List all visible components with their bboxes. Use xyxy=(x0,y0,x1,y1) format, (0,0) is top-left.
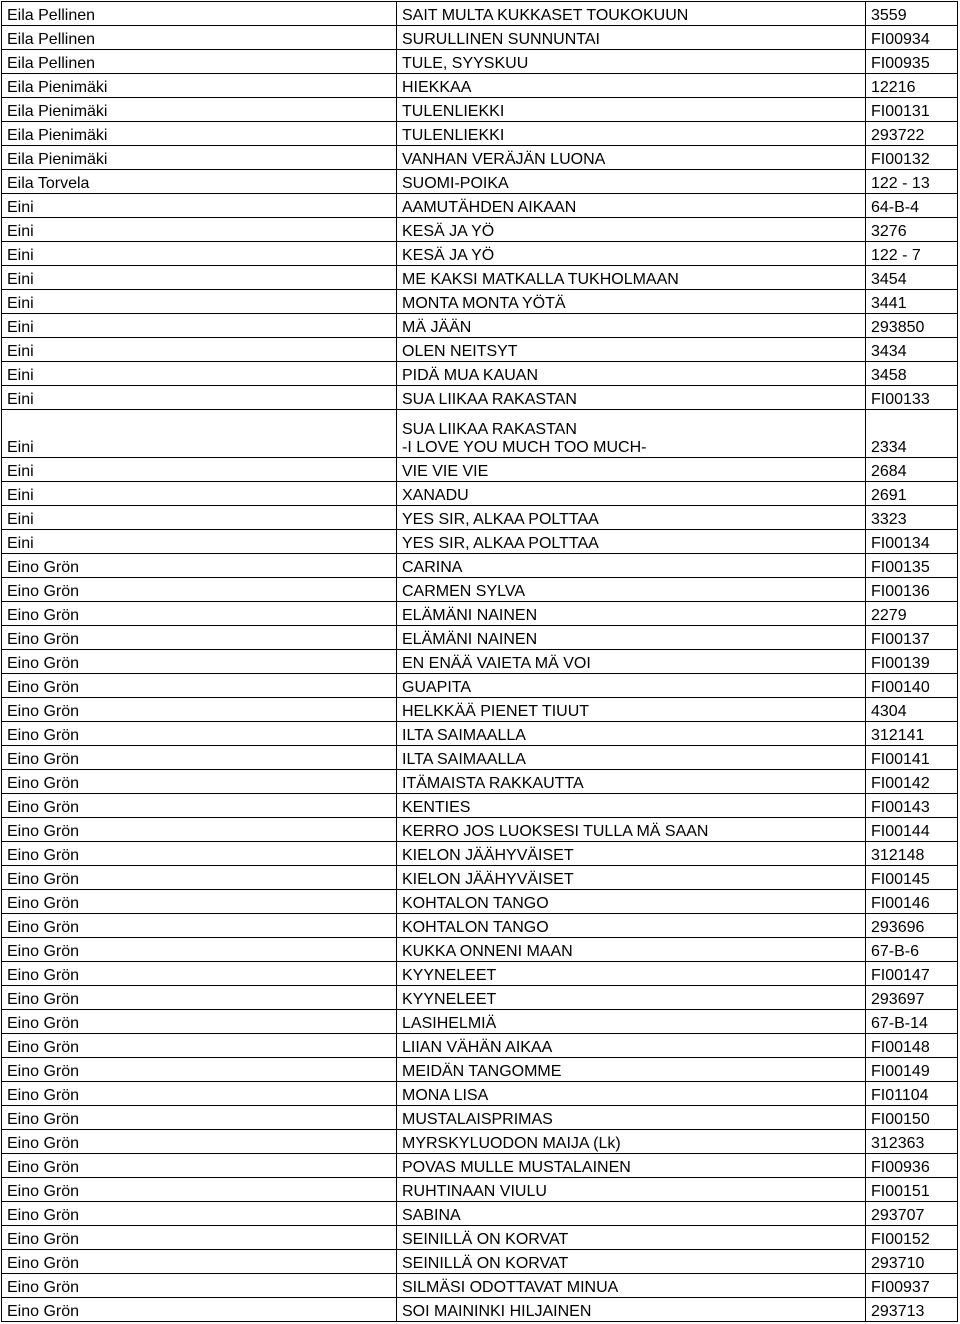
table-row xyxy=(2,1058,958,1082)
title-cell xyxy=(397,674,866,698)
title-cell xyxy=(397,1106,866,1130)
table-row xyxy=(2,266,958,290)
code-cell: 2684 xyxy=(866,458,958,482)
title-line: MÄ JÄÄN xyxy=(402,319,472,336)
code-cell: FI00133 xyxy=(866,386,958,410)
artist-cell: Eini xyxy=(2,410,397,458)
table-row xyxy=(2,938,958,962)
table-row xyxy=(2,74,958,98)
code-cell: 4304 xyxy=(866,698,958,722)
title-line: SUA LIIKAA RAKASTAN xyxy=(402,421,577,438)
title-line: KESÄ JA YÖ xyxy=(402,247,495,264)
table-row xyxy=(2,1154,958,1178)
table-row xyxy=(2,674,958,698)
artist-cell: Eino Grön xyxy=(2,650,397,674)
title-cell xyxy=(397,362,866,386)
title-line: ITÄMAISTA RAKKAUTTA xyxy=(402,775,584,792)
table-row xyxy=(2,386,958,410)
table-row xyxy=(2,314,958,338)
table-row xyxy=(2,98,958,122)
code-cell: FI00151 xyxy=(866,1178,958,1202)
title-line: MONA LISA xyxy=(402,1087,489,1104)
code-cell: FI00143 xyxy=(866,794,958,818)
title-line: SURULLINEN SUNNUNTAI xyxy=(402,31,600,48)
code-cell: 3441 xyxy=(866,290,958,314)
table-row xyxy=(2,218,958,242)
title-cell xyxy=(397,218,866,242)
title-line: PIDÄ MUA KAUAN xyxy=(402,367,539,384)
table-row xyxy=(2,890,958,914)
title-line: ME KAKSI MATKALLA TUKHOLMAAN xyxy=(402,271,679,288)
artist-cell: Eino Grön xyxy=(2,722,397,746)
title-cell xyxy=(397,914,866,938)
table-row xyxy=(2,1298,958,1322)
code-cell: FI00146 xyxy=(866,890,958,914)
artist-cell: Eino Grön xyxy=(2,1034,397,1058)
title-cell xyxy=(397,170,866,194)
title-cell xyxy=(397,1154,866,1178)
title-line: TULENLIEKKI xyxy=(402,103,505,120)
title-line: -I LOVE YOU MUCH TOO MUCH- xyxy=(402,439,647,456)
title-cell xyxy=(397,962,866,986)
code-cell: 3454 xyxy=(866,266,958,290)
artist-cell: Eino Grön xyxy=(2,1106,397,1130)
code-cell: FI00936 xyxy=(866,1154,958,1178)
code-cell: FI00134 xyxy=(866,530,958,554)
title-cell xyxy=(397,746,866,770)
artist-cell: Eila Torvela xyxy=(2,170,397,194)
title-cell xyxy=(397,266,866,290)
title-cell xyxy=(397,506,866,530)
table-row xyxy=(2,1034,958,1058)
artist-cell: Eila Pienimäki xyxy=(2,74,397,98)
code-cell: 64-B-4 xyxy=(866,194,958,218)
title-cell xyxy=(397,1010,866,1034)
title-cell xyxy=(397,458,866,482)
table-row xyxy=(2,1250,958,1274)
title-cell xyxy=(397,146,866,170)
artist-cell: Eila Pellinen xyxy=(2,50,397,74)
title-line: SABINA xyxy=(402,1207,461,1224)
artist-cell: Eino Grön xyxy=(2,1274,397,1298)
artist-cell: Eino Grön xyxy=(2,746,397,770)
artist-cell: Eini xyxy=(2,338,397,362)
artist-cell: Eino Grön xyxy=(2,866,397,890)
artist-cell: Eino Grön xyxy=(2,674,397,698)
title-cell xyxy=(397,74,866,98)
title-line: LIIAN VÄHÄN AIKAA xyxy=(402,1039,553,1056)
table-row xyxy=(2,338,958,362)
artist-cell: Eini xyxy=(2,290,397,314)
song-table xyxy=(1,1,958,1322)
title-line: SEINILLÄ ON KORVAT xyxy=(402,1231,569,1248)
title-line: EN ENÄÄ VAIETA MÄ VOI xyxy=(402,655,591,672)
code-cell: FI00135 xyxy=(866,554,958,578)
title-cell xyxy=(397,194,866,218)
code-cell: FI00140 xyxy=(866,674,958,698)
title-cell xyxy=(397,290,866,314)
code-cell: FI00142 xyxy=(866,770,958,794)
title-cell xyxy=(397,602,866,626)
title-line: AAMUTÄHDEN AIKAAN xyxy=(402,199,577,216)
table-row xyxy=(2,1010,958,1034)
artist-cell: Eino Grön xyxy=(2,1010,397,1034)
code-cell: 312148 xyxy=(866,842,958,866)
artist-cell: Eino Grön xyxy=(2,818,397,842)
artist-cell: Eino Grön xyxy=(2,938,397,962)
code-cell: FI00141 xyxy=(866,746,958,770)
artist-cell: Eino Grön xyxy=(2,986,397,1010)
code-cell: 12216 xyxy=(866,74,958,98)
title-line: SOI MAININKI HILJAINEN xyxy=(402,1303,592,1320)
table-row xyxy=(2,482,958,506)
artist-cell: Eila Pienimäki xyxy=(2,122,397,146)
artist-cell: Eini xyxy=(2,266,397,290)
artist-cell: Eila Pellinen xyxy=(2,26,397,50)
table-row xyxy=(2,1106,958,1130)
code-cell: FI00144 xyxy=(866,818,958,842)
title-line: KERRO JOS LUOKSESI TULLA MÄ SAAN xyxy=(402,823,709,840)
code-cell: FI00139 xyxy=(866,650,958,674)
table-row xyxy=(2,122,958,146)
code-cell: 312141 xyxy=(866,722,958,746)
title-line: ILTA SAIMAALLA xyxy=(402,727,526,744)
title-cell xyxy=(397,1082,866,1106)
artist-cell: Eini xyxy=(2,194,397,218)
title-cell xyxy=(397,986,866,1010)
title-cell xyxy=(397,1298,866,1322)
table-row xyxy=(2,146,958,170)
title-line: KESÄ JA YÖ xyxy=(402,223,495,240)
table-row xyxy=(2,1130,958,1154)
artist-cell: Eino Grön xyxy=(2,914,397,938)
title-line: KOHTALON TANGO xyxy=(402,895,549,912)
artist-cell: Eila Pienimäki xyxy=(2,146,397,170)
artist-cell: Eini xyxy=(2,482,397,506)
artist-cell: Eino Grön xyxy=(2,842,397,866)
title-line: KOHTALON TANGO xyxy=(402,919,549,936)
artist-cell: Eino Grön xyxy=(2,698,397,722)
code-cell: 293722 xyxy=(866,122,958,146)
artist-cell: Eino Grön xyxy=(2,1130,397,1154)
title-line: KYYNELEET xyxy=(402,967,497,984)
code-cell: 3559 xyxy=(866,2,958,26)
title-line: LASIHELMIÄ xyxy=(402,1015,497,1032)
table-row xyxy=(2,1082,958,1106)
title-line: CARINA xyxy=(402,559,463,576)
table-row xyxy=(2,722,958,746)
title-cell xyxy=(397,50,866,74)
table-row xyxy=(2,602,958,626)
table-row xyxy=(2,1226,958,1250)
title-line: VANHAN VERÄJÄN LUONA xyxy=(402,151,606,168)
table-row xyxy=(2,650,958,674)
artist-cell: Eino Grön xyxy=(2,626,397,650)
title-line: TULE, SYYSKUU xyxy=(402,55,529,72)
title-line: OLEN NEITSYT xyxy=(402,343,518,360)
artist-cell: Eino Grön xyxy=(2,890,397,914)
artist-cell: Eino Grön xyxy=(2,602,397,626)
title-cell xyxy=(397,650,866,674)
artist-cell: Eino Grön xyxy=(2,1226,397,1250)
code-cell: 293713 xyxy=(866,1298,958,1322)
code-cell: 67-B-6 xyxy=(866,938,958,962)
code-cell: 67-B-14 xyxy=(866,1010,958,1034)
artist-cell: Eino Grön xyxy=(2,1178,397,1202)
title-line: YES SIR, ALKAA POLTTAA xyxy=(402,535,599,552)
artist-cell: Eini xyxy=(2,386,397,410)
code-cell: FI00131 xyxy=(866,98,958,122)
table-row xyxy=(2,1274,958,1298)
artist-cell: Eini xyxy=(2,242,397,266)
table-row xyxy=(2,842,958,866)
table-row xyxy=(2,794,958,818)
table-row xyxy=(2,194,958,218)
table-row xyxy=(2,50,958,74)
title-line: MONTA MONTA YÖTÄ xyxy=(402,295,566,312)
code-cell: 3434 xyxy=(866,338,958,362)
title-line: SUOMI-POIKA xyxy=(402,175,509,192)
title-cell xyxy=(397,794,866,818)
title-line: KIELON JÄÄHYVÄISET xyxy=(402,871,574,888)
title-cell xyxy=(397,1178,866,1202)
title-cell xyxy=(397,482,866,506)
title-line: KYYNELEET xyxy=(402,991,497,1008)
title-cell xyxy=(397,98,866,122)
code-cell: 312363 xyxy=(866,1130,958,1154)
table-row xyxy=(2,1178,958,1202)
title-cell xyxy=(397,1274,866,1298)
table-row xyxy=(2,818,958,842)
title-cell xyxy=(397,26,866,50)
title-cell xyxy=(397,410,866,458)
code-cell: FI00937 xyxy=(866,1274,958,1298)
title-line: SEINILLÄ ON KORVAT xyxy=(402,1255,569,1272)
artist-cell: Eini xyxy=(2,458,397,482)
title-line: HELKKÄÄ PIENET TIUUT xyxy=(402,703,590,720)
artist-cell: Eini xyxy=(2,530,397,554)
title-line: ELÄMÄNI NAINEN xyxy=(402,631,538,648)
code-cell: 3276 xyxy=(866,218,958,242)
title-line: VIE VIE VIE xyxy=(402,463,489,480)
table-row xyxy=(2,170,958,194)
code-cell: 293707 xyxy=(866,1202,958,1226)
artist-cell: Eino Grön xyxy=(2,794,397,818)
table-row xyxy=(2,698,958,722)
title-line: MEIDÄN TANGOMME xyxy=(402,1063,562,1080)
title-cell xyxy=(397,1058,866,1082)
code-cell: FI00145 xyxy=(866,866,958,890)
artist-cell: Eini xyxy=(2,314,397,338)
title-line: XANADU xyxy=(402,487,469,504)
title-cell xyxy=(397,698,866,722)
title-cell xyxy=(397,386,866,410)
artist-cell: Eila Pienimäki xyxy=(2,98,397,122)
table-row xyxy=(2,458,958,482)
title-line: YES SIR, ALKAA POLTTAA xyxy=(402,511,599,528)
artist-cell: Eino Grön xyxy=(2,1202,397,1226)
title-line: ILTA SAIMAALLA xyxy=(402,751,526,768)
title-cell xyxy=(397,842,866,866)
title-cell xyxy=(397,578,866,602)
code-cell: FI01104 xyxy=(866,1082,958,1106)
artist-cell: Eino Grön xyxy=(2,1250,397,1274)
title-cell xyxy=(397,1226,866,1250)
artist-cell: Eino Grön xyxy=(2,578,397,602)
artist-cell: Eino Grön xyxy=(2,1298,397,1322)
code-cell: 293696 xyxy=(866,914,958,938)
title-line: SILMÄSI ODOTTAVAT MINUA xyxy=(402,1279,619,1296)
table-row xyxy=(2,914,958,938)
code-cell: 293710 xyxy=(866,1250,958,1274)
table-row xyxy=(2,242,958,266)
code-cell: FI00148 xyxy=(866,1034,958,1058)
code-cell: FI00137 xyxy=(866,626,958,650)
table-row xyxy=(2,554,958,578)
title-cell xyxy=(397,530,866,554)
table-row xyxy=(2,986,958,1010)
code-cell: FI00150 xyxy=(866,1106,958,1130)
artist-cell: Eino Grön xyxy=(2,1058,397,1082)
code-cell: 293850 xyxy=(866,314,958,338)
title-line: HIEKKAA xyxy=(402,79,472,96)
artist-cell: Eila Pellinen xyxy=(2,2,397,26)
title-cell xyxy=(397,722,866,746)
song-table-body xyxy=(2,2,958,1322)
artist-cell: Eini xyxy=(2,362,397,386)
table-row xyxy=(2,578,958,602)
table-row xyxy=(2,530,958,554)
code-cell: FI00136 xyxy=(866,578,958,602)
title-cell xyxy=(397,1250,866,1274)
title-cell xyxy=(397,1034,866,1058)
table-row xyxy=(2,362,958,386)
code-cell: FI00934 xyxy=(866,26,958,50)
title-cell xyxy=(397,626,866,650)
title-line: SAIT MULTA KUKKASET TOUKOKUUN xyxy=(402,7,689,24)
code-cell: FI00152 xyxy=(866,1226,958,1250)
table-row xyxy=(2,626,958,650)
title-cell xyxy=(397,554,866,578)
code-cell: FI00149 xyxy=(866,1058,958,1082)
code-cell: 2334 xyxy=(866,410,958,458)
code-cell: FI00147 xyxy=(866,962,958,986)
artist-cell: Eino Grön xyxy=(2,770,397,794)
title-cell xyxy=(397,938,866,962)
artist-cell: Eino Grön xyxy=(2,554,397,578)
table-row xyxy=(2,2,958,26)
title-line: MYRSKYLUODON MAIJA (Lk) xyxy=(402,1135,621,1152)
title-line: CARMEN SYLVA xyxy=(402,583,525,600)
title-line: KIELON JÄÄHYVÄISET xyxy=(402,847,574,864)
title-cell xyxy=(397,1130,866,1154)
title-line: KUKKA ONNENI MAAN xyxy=(402,943,573,960)
title-line: GUAPITA xyxy=(402,679,472,696)
title-cell xyxy=(397,818,866,842)
title-line: ELÄMÄNI NAINEN xyxy=(402,607,538,624)
code-cell: 122 - 13 xyxy=(866,170,958,194)
title-line: KENTIES xyxy=(402,799,471,816)
table-row xyxy=(2,506,958,530)
code-cell: 2279 xyxy=(866,602,958,626)
title-line: RUHTINAAN VIULU xyxy=(402,1183,547,1200)
code-cell: 3458 xyxy=(866,362,958,386)
table-row xyxy=(2,26,958,50)
code-cell: 2691 xyxy=(866,482,958,506)
title-cell xyxy=(397,2,866,26)
title-cell xyxy=(397,122,866,146)
code-cell: 3323 xyxy=(866,506,958,530)
table-row xyxy=(2,290,958,314)
title-line: POVAS MULLE MUSTALAINEN xyxy=(402,1159,631,1176)
code-cell: 122 - 7 xyxy=(866,242,958,266)
title-cell xyxy=(397,1202,866,1226)
title-cell xyxy=(397,890,866,914)
title-cell xyxy=(397,242,866,266)
code-cell: FI00132 xyxy=(866,146,958,170)
title-line: MUSTALAISPRIMAS xyxy=(402,1111,553,1128)
code-cell: FI00935 xyxy=(866,50,958,74)
table-row xyxy=(2,866,958,890)
artist-cell: Eino Grön xyxy=(2,1154,397,1178)
artist-cell: Eino Grön xyxy=(2,962,397,986)
title-cell xyxy=(397,770,866,794)
title-cell xyxy=(397,314,866,338)
title-line: TULENLIEKKI xyxy=(402,127,505,144)
table-row xyxy=(2,770,958,794)
title-line: SUA LIIKAA RAKASTAN xyxy=(402,391,577,408)
code-cell: 293697 xyxy=(866,986,958,1010)
artist-cell: Eini xyxy=(2,218,397,242)
table-row xyxy=(2,1202,958,1226)
title-cell xyxy=(397,338,866,362)
table-row xyxy=(2,746,958,770)
title-cell xyxy=(397,866,866,890)
artist-cell: Eini xyxy=(2,506,397,530)
table-row xyxy=(2,962,958,986)
artist-cell: Eino Grön xyxy=(2,1082,397,1106)
table-row xyxy=(2,410,958,458)
